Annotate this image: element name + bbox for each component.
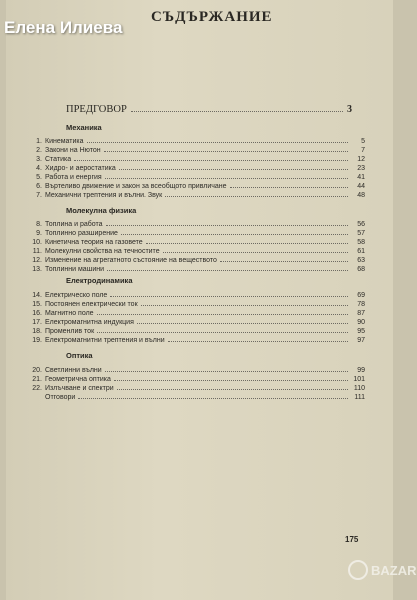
toc-title: Работа и енергия (45, 174, 102, 181)
toc-page: 68 (357, 266, 365, 273)
toc-page: 12 (357, 156, 365, 163)
preface-page: 3 (347, 104, 352, 115)
toc-number: 17. (32, 319, 42, 326)
toc-number: 13. (32, 266, 42, 273)
toc-page: 44 (357, 183, 365, 190)
leader-dots (78, 397, 348, 399)
preface-title: ПРЕДГОВОР (66, 104, 127, 115)
leader-dots (107, 269, 348, 271)
preface-row (66, 101, 352, 115)
toc-page: 78 (357, 301, 365, 308)
toc-page: 101 (353, 376, 365, 383)
toc-title: Отговори (45, 394, 76, 401)
toc-number: 3. (36, 156, 42, 163)
toc-page: 110 (353, 385, 365, 392)
toc-title: Излъчване и спектри (45, 385, 114, 392)
toc-title: Топлинни машини (45, 266, 105, 273)
toc-number: 14. (32, 292, 42, 299)
toc-number: 7. (36, 192, 42, 199)
toc-number: 1. (36, 138, 42, 145)
section-title-optics: Оптика (66, 351, 93, 360)
toc-page: 7 (361, 147, 365, 154)
toc-page: 5 (361, 138, 365, 145)
toc-page: 95 (357, 328, 365, 335)
toc-number: 4. (36, 165, 42, 172)
toc-title: Магнитно поле (45, 310, 94, 317)
toc-number: 2. (36, 147, 42, 154)
toc-number: 20. (32, 367, 42, 374)
toc-row (30, 262, 365, 273)
toc-page: 61 (357, 248, 365, 255)
toc-title: Постоянен електрически ток (45, 301, 138, 308)
seller-watermark: Елена Илиева (4, 18, 123, 37)
toc-page: 63 (357, 257, 365, 264)
leader-dots (131, 111, 343, 112)
toc-number: 10. (32, 239, 42, 246)
toc-page: 97 (357, 337, 365, 344)
toc-title: Молекулни свойства на течностите (45, 248, 160, 255)
toc-title: Кинематика (45, 138, 84, 145)
toc-row (30, 390, 365, 401)
toc-title: Хидро- и аеростатика (45, 165, 116, 172)
toc-title: Въртеливо движение и закон за всеобщото привличане (45, 183, 227, 190)
toc-title: Светлинни вълни (45, 367, 102, 374)
page-title: СЪДЪРЖАНИЕ (151, 9, 273, 25)
toc-row (30, 333, 365, 344)
toc-number: 12. (32, 257, 42, 264)
toc-title: Електромагнитна индукция (45, 319, 134, 326)
toc-title: Променлив ток (45, 328, 95, 335)
toc-page: 56 (357, 221, 365, 228)
toc-title: Електрическо поле (45, 292, 108, 299)
toc-page: 90 (357, 319, 365, 326)
toc-title: Геометрична оптика (45, 376, 111, 383)
toc-number: 18. (32, 328, 42, 335)
toc-page: 41 (357, 174, 365, 181)
toc-number: 22. (32, 385, 42, 392)
leader-dots (168, 340, 348, 342)
section-title-mechanics: Механика (66, 123, 102, 132)
toc-number: 11. (32, 248, 42, 255)
toc-page: 111 (354, 394, 365, 401)
toc-number: 9. (36, 230, 42, 237)
toc-title: Статика (45, 156, 72, 163)
toc-title: Закони на Нютон (45, 147, 101, 154)
toc-number: 19. (32, 337, 42, 344)
toc-number: 8. (36, 221, 42, 228)
toc-page: 23 (357, 165, 365, 172)
bazar-logo (348, 560, 417, 580)
logo-circle-icon (348, 560, 368, 580)
toc-title: Електромагнитни трептения и вълни (45, 337, 165, 344)
toc-title: Изменение на агрегатното състояние на веществото (45, 257, 217, 264)
toc-row (30, 188, 365, 199)
toc-number: 6. (36, 183, 42, 190)
toc-title: Топлинно разширение (45, 230, 118, 237)
toc-title: Механични трептения и вълни. Звук (45, 192, 163, 199)
toc-number: 15. (32, 301, 42, 308)
toc-title: Топлина и работа (45, 221, 103, 228)
logo-text: BAZAR (371, 562, 417, 578)
leader-dots (165, 195, 348, 197)
page-number: 175 (345, 535, 359, 544)
toc-page: 69 (357, 292, 365, 299)
toc-title: Кинетична теория на газовете (45, 239, 143, 246)
toc-page: 58 (357, 239, 365, 246)
section-title-electrodynamics: Електродинамика (66, 276, 133, 285)
toc-page: 99 (357, 367, 365, 374)
toc-page: 87 (357, 310, 365, 317)
toc-page: 57 (357, 230, 365, 237)
toc-number: 21. (32, 376, 42, 383)
section-title-molecular: Молекулна физика (66, 206, 137, 215)
toc-number: 16. (32, 310, 42, 317)
toc-number: 5. (36, 174, 42, 181)
toc-page: 48 (357, 192, 365, 199)
